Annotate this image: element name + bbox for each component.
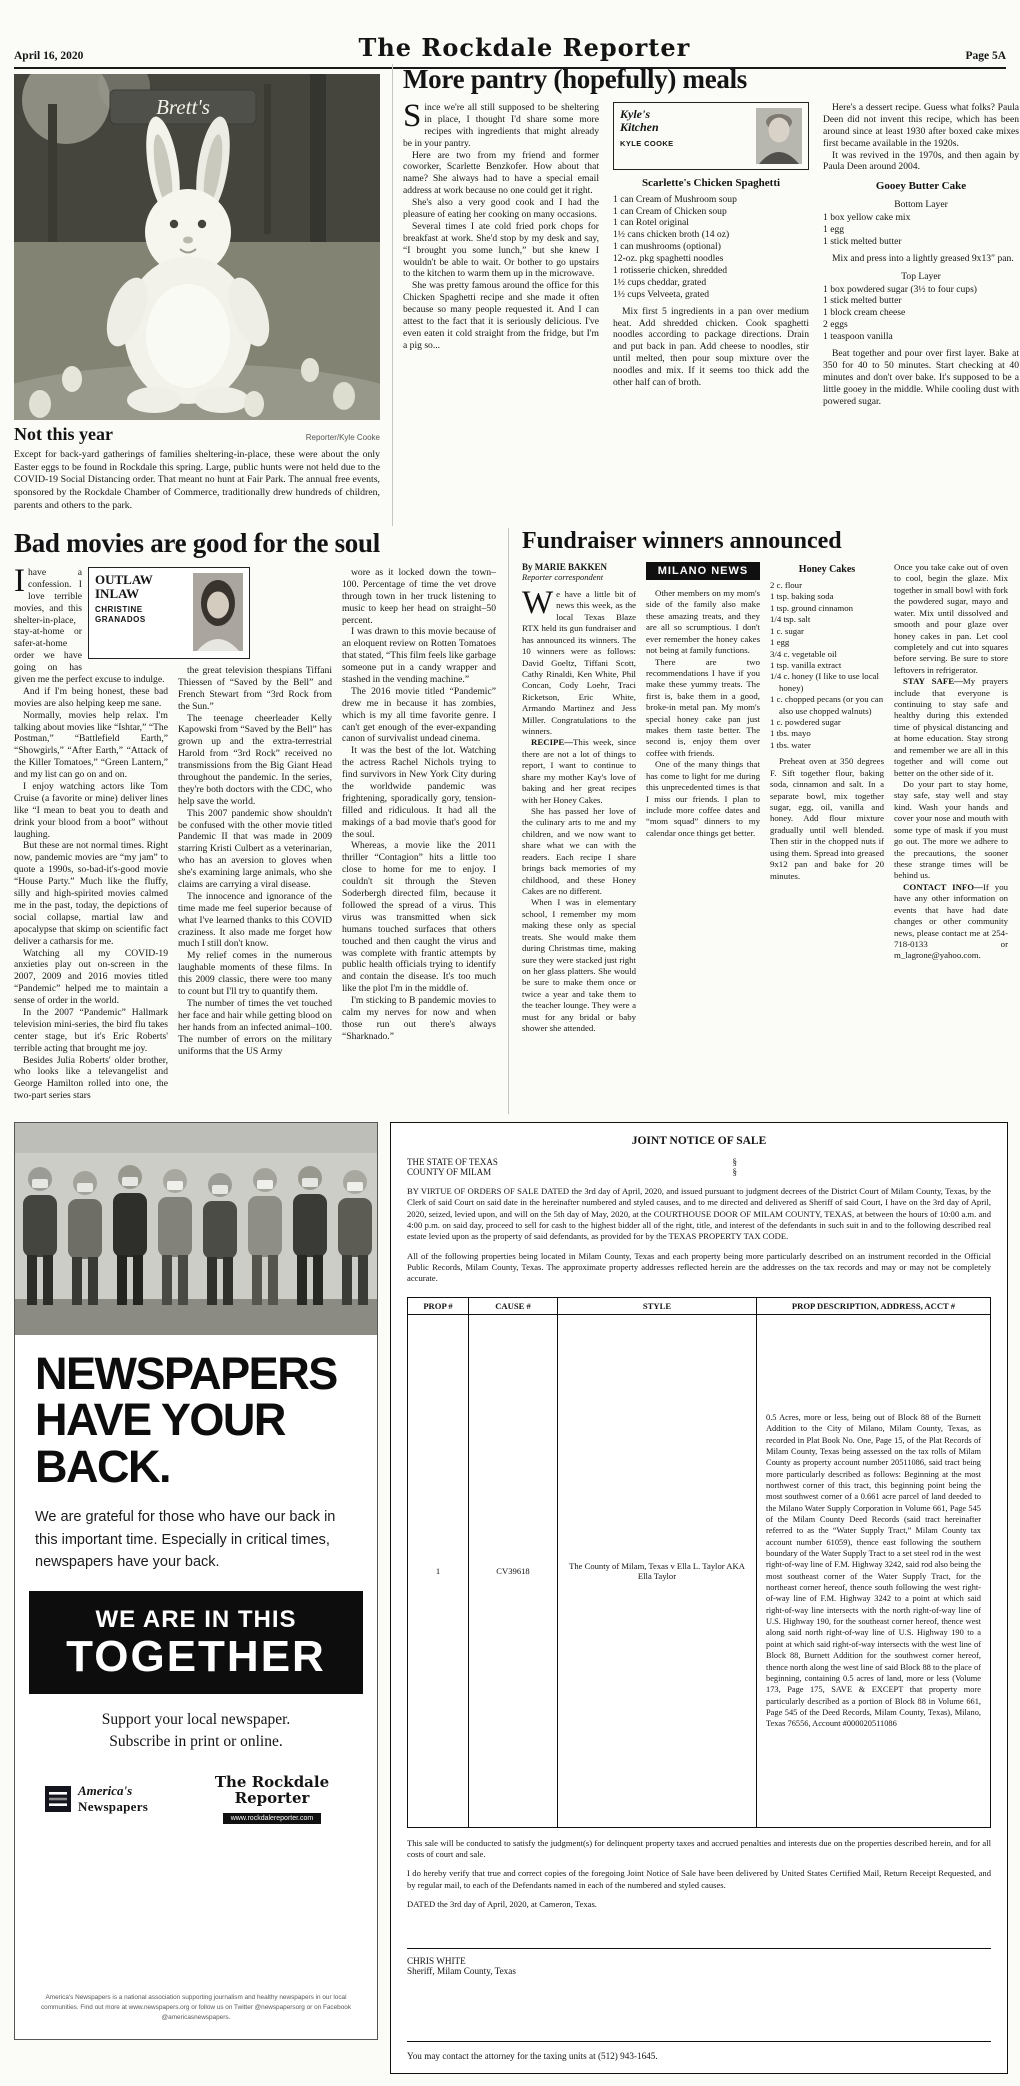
ingredient: 1 c. powdered sugar [770, 717, 841, 728]
ad-fine-print: America's Newspapers is a national association supporting journalism and healthy newspapers in our local communities. Find out more at www.newspapers.org or follow us on Twitter @newspapersorg or on Facebook @americasnewspapers. [40, 1993, 352, 2021]
issue-date: April 16, 2020 [14, 50, 84, 62]
legal-paragraph: This sale will be conducted to satisfy the judgment(s) for delinquent property taxes and accrued penalties and interests due on the properties described herein, and for all costs of court and sale. [407, 1837, 991, 1860]
ingredient: 1 rotisserie chicken, shredded [613, 264, 728, 276]
paragraph: I enjoy watching actors like Tom Cruise (a favorite or mine) deliver lines like “I mean to beat you to death and drink your blood from a boot” without laughing. [14, 781, 168, 840]
recipe-title: Scarlette's Chicken Spaghetti [641, 177, 781, 189]
ingredient: 1 can mushrooms (optional) [613, 241, 721, 253]
paragraph: Here's a dessert recipe. Guess what folks? Paula Deen did not invent this recipe, which has been around since at least 1930 after boxed cake mixes first became available in the 1920s. [823, 102, 1019, 149]
milano-news-tag: MILANO NEWS [646, 562, 760, 580]
table-row [408, 1314, 991, 1827]
ingredient: 12-oz. pkg spaghetti noodles [613, 253, 724, 265]
recipe-method: Preheat oven at 350 degrees F. Sift together flour, baking soda, cinnamon and salt. In a separate bowl, mix together sugar, egg, oil, vanilla and honey. Add flour mixture gradually until well blended. Then stir in the chopped nuts if using them. Spread into greased 9x12 pan and bake for 20 minutes. [770, 756, 884, 881]
christine-granados-headshot [193, 573, 243, 651]
paragraph: Watching all my COVID-19 anxieties play out on-screen in the 2007, 2009 and 2016 movies titled “Pandemic” helped me to maintain a sense of order in the world. [14, 947, 168, 1007]
pantry-column-3 [823, 102, 1019, 526]
ingredient: 1 tsp. baking soda [770, 591, 834, 602]
recipe2-top-ingredients [823, 284, 1019, 343]
ingredient: 1 block cream cheese [823, 307, 906, 319]
ingredient: 1 tsp. vanilla extract [770, 659, 842, 670]
paragraph: Whereas, a movie like the 2011 thriller “Contagion” hits a little too close to home for me to enjoy. I couldn't sit through the Steven Soderbergh directed film, because it followed the spread of a virus. This virus was transmitted when sick humans touched surfaces that others touched and then caught the virus and was complete with frantic attempts by public health officials trying to identify and contain the disease. It's too much like the plot I'm in the middle of. [342, 840, 496, 995]
pantry-column-1 [403, 102, 599, 526]
section-symbol: § [732, 1167, 737, 1177]
ad-body-text: We are grateful for those who have our back in this important time. Especially in critical times, newspapers have your back. [35, 1509, 336, 1570]
ingredient: 1 tsp. ground cinnamon [770, 602, 854, 613]
cause-number-cell: CV39618 [469, 1314, 558, 1827]
dropcap: W [522, 585, 554, 621]
kitchen-box-title: Kyle's Kitchen [620, 107, 659, 135]
ingredient: 1½ cups Velveeta, grated [613, 288, 709, 300]
ad-people-scene [15, 1123, 377, 1335]
paragraph: STAY SAFE—My prayers include that everyone is continuing to stay safe and healthy during this extended time of physical distancing and at home education. Stay strong and remember we are all in this together and will come out better on the other side of it. [894, 676, 1008, 778]
ingredient: 1 stick melted butter [823, 235, 902, 247]
ingredient: 1 stick melted butter [823, 295, 902, 307]
paragraph: She was pretty famous around the office for this Chicken Spaghetti recipe and she made it often because so many people requested it. And I can attest to the fact that it is seriously delicious. I've even eaten it cold straight from the fridge, but I'm a pig so... [403, 280, 599, 351]
pantry-column-2 [613, 102, 809, 526]
recipe-method: Beat together and pour over first layer. Bake at 350 for 40 to 50 minutes. Start checking at 40 minutes and don't over bake. It's supposed to be a little gooey in the middle. While cooling dust with powered sugar. [823, 348, 1019, 407]
paragraph: Once you take cake out of oven to cool, begin the glaze. Mix together in small bowl with fork the powdered sugar, mayo and water. Mix until dissolved and smooth and pour glaze over honey cakes in pan. Let cool completely and cut into squares before serving. Be sure to store leftovers in refrigerator. [894, 562, 1008, 675]
sheriff-title: Sheriff, Milam County, Texas [407, 1966, 516, 1977]
paragraph: The number of times the vet touched her face and hair while getting blood on her hands from an infected animal–100. The number of errors on the military uniforms that the US Army [178, 997, 332, 1057]
paragraph: In the 2007 “Pandemic” Hallmark television mini-series, the bird flu takes center stage, but it's Eric Roberts' terrible acting that brought me joy. [14, 1006, 168, 1054]
fundraiser-col1-text [522, 806, 636, 1034]
paragraph: I was drawn to this movie because of an eloquent review on Rotten Tomatoes that stated, “This film feels like garbage someone put in a candy wrapper and stashed in the vending machine.” [342, 626, 496, 686]
newspaper-support-ad [14, 1122, 378, 2040]
ingredient: 1 can Cream of Mushroom soup [613, 193, 737, 205]
ingredient: 1 box powdered sugar (3½ to four cups) [823, 283, 977, 295]
paragraph: My relief comes in the numerous laughable moments of these films. In this 2009 classic, there were too many to count but I'll try to quantify them. [178, 950, 332, 998]
photo-credit: Reporter/Kyle Cooke [305, 433, 380, 442]
fundraiser-col2-text [646, 588, 760, 839]
easter-photo-scene [14, 74, 380, 420]
fundraiser-body [522, 562, 1008, 1114]
pantry-col3-text [823, 102, 1019, 173]
paragraph: We have a little bit of news this week, as the local Texas Blaze RTX held its gun fundraiser and has announced its winners. The 10 winners were as follows: David Goeltz, Tiffani Scott, Cathy Rinaldi, Ken White, Phil Concan, Cody Loehr, Traci Ricketson, Eric White, Armando Martinez and Jess Miller. Congratulations to the winners. [522, 585, 636, 737]
ad-together-banner: WE ARE IN THIS TOGETHER [29, 1591, 363, 1693]
paragraph: CONTACT INFO—If you have any other information on events that have had date changes or other community news, please contact me at 254-718-0133 or m_lagrone@yahoo.com. [894, 881, 1008, 961]
fundraiser-headline: Fundraiser winners announced [522, 528, 842, 554]
columnist-box [88, 567, 250, 659]
state-county-block [407, 1157, 991, 1177]
paragraph: RECIPE—This week, since there are not a lot of things to report, I want to continue to share my mother Kay's love of baking and her great recipes with her Honey Cakes. [522, 737, 636, 805]
ad-headline: NEWSPAPERS HAVE YOUR BACK. [35, 1348, 337, 1492]
paragraph: The 2016 movie titled “Pandemic” drew me in because it has zombies, which is my all time favorite genre. I can't get enough of the ever-expanding canon of survivalist undead cinema. [342, 685, 496, 745]
columnist-name: CHRISTINE GRANADOS [95, 605, 146, 625]
paragraph: Normally, movies help relax. I'm talking about movies like “Ishtar,” “The Postman,” “Battlefield Earth,” “Showgirls,” “After Earth,” “Attack of the Killer Tomatoes,” “Green Lantern,” and my list can go on and on. [14, 709, 168, 781]
ingredient: 2 c. flour [770, 580, 803, 590]
page-header [14, 18, 1006, 69]
ingredient: 1/4 tsp. salt [770, 614, 811, 625]
paragraph: She has passed her love of the culinary arts to me and my children, and we now want to share what we can with the readers. Each recipe I share brings back memories of my childhood, and these Honey Cakes are no different. [522, 806, 636, 896]
recipe-part-label: Bottom Layer [894, 198, 948, 210]
column-header: PROP DESCRIPTION, ADDRESS, ACCT # [757, 1297, 991, 1314]
ingredient: 1 egg [770, 637, 790, 648]
paragraph: This 2007 pandemic show shouldn't be confused with the other movie titled Pandemic II that was made in 2009 starring Kristi Culbert as a veterinarian, who has an aversion to gloves when she's examining large animals, who she claims are carrying a viral disease. [178, 807, 332, 891]
paragraph: Ihave a confession. I love terrible movies, and this shelter-in-place, stay-at-home or safer-at-home order we have going on has given me the perfect excuse to indulge. [14, 567, 165, 686]
legal-paragraph: All of the following properties being located in Milam County, Texas and each property being more particularly described on an instrument recorded in the Official Public Records, Milam County, Texas. The approximate property addresses reflected herein are the addresses on the tax records and may or may not be completely accurate. [407, 1250, 991, 1284]
case-style-cell: The County of Milam, Texas v Ella L. Taylor AKA Ella Taylor [558, 1314, 757, 1827]
fundraiser-column-4 [894, 562, 1008, 1114]
legal-dated-line: DATED the 3rd day of April, 2020, at Cameron, Texas. [407, 1899, 597, 1910]
masthead-title: The Rockdale Reporter [358, 33, 691, 62]
recipe-method: Mix first 5 ingredients in a pan over medium heat. Add shredded chicken. Cook spaghetti noodles according to package directions. Drain and put back in pan. Add cheese to noodles, stir until melted, then pour soup mixture over the noodles and mix. If it seems too thick add the other half can of broth. [613, 305, 809, 388]
signature-rule [407, 1948, 991, 1949]
honey-cakes-ingredients [770, 580, 884, 751]
paragraph: When I was in elementary school, I remember my mom making these only as special treats. She would make them during Christmas time, making sure they were stacked just right on her glass platters. She would be sure to make them once or twice a year and take them to the teacher lounge. They were a must for any bridal or baby shower she attended. [522, 897, 636, 1034]
honey-cakes-title: Honey Cakes [798, 564, 856, 575]
paragraph: Besides Julia Roberts' older brother, who looks like a televangelist and George Hamilton rolled into one, the two-part series stars [14, 1054, 168, 1102]
ingredient: 2 eggs [823, 319, 848, 331]
recipe1-ingredients [613, 194, 809, 301]
section-symbol: § [732, 1157, 737, 1167]
photo-headline: Not this year [14, 424, 113, 444]
ingredient: 1 teaspoon vanilla [823, 331, 893, 343]
kyles-kitchen-box [613, 102, 809, 170]
columnist-box-text [95, 573, 153, 653]
paragraph: The teenage cheerleader Kelly Kapowski from “Saved by the Bell” has grown up and the extra-terrestrial Harold from “3rd Rock” received no transmissions from the Big Giant Head throughout the pandemic. In the series, they're both doctors with the CDC, who help save the world. [178, 712, 332, 807]
paragraph: Several times I ate cold fried pork chops for breakfast at work. She'd stop by my desk and say, “I brought you some lunch,” but she knew I wouldn't be able to wait. Or bother to go upstairs to the kitchen to warm them up in the microwave. [403, 220, 599, 280]
paragraph: It was revived in the 1970s, and then again by Paula Deen around 2004. [823, 149, 1019, 173]
paragraph: And if I'm being honest, these bad movies are also helping keep me sane. [14, 685, 168, 709]
byline: By MARIE BAKKEN [522, 562, 608, 572]
legal-footer: You may contact the attorney for the taxing units at (512) 943-1645. [407, 2041, 991, 2061]
americas-newspapers-icon [45, 1786, 71, 1812]
paragraph: I'm sticking to B pandemic movies to calm my nerves for now and when those run out there's always “Sharknado.” [342, 995, 496, 1042]
easter-photo-story [14, 74, 380, 513]
paragraph: the great television thespians Tiffani Thiessen of “Saved by the Bell” and French Stewart from “3rd Rock from the Sun.” [178, 665, 332, 712]
fundraiser-column-2 [646, 562, 760, 1114]
column-header: STYLE [558, 1297, 757, 1314]
ingredient: 1 c. chopped pecans (or you can also use chopped walnuts) [770, 694, 884, 716]
ingredient: 1/4 c. honey (I like to use local honey) [770, 671, 879, 693]
ingredient: 1 egg [823, 223, 845, 235]
ingredient: 1 tbs. water [770, 739, 811, 750]
photo-caption: Except for back-yard gatherings of families sheltering-in-place, these were about the only Easter eggs to be found in Rockdale this spring. Large, public hunts were not held due to the COVID-19 Social Distancing order. That meant no hunt at Fair Park. The annual free events, sponsored by the Rockdale Chamber of Commerce, traditionally drew hundreds of children, parents and others to the park. [14, 449, 380, 511]
property-description-cell: 0.5 Acres, more or less, being out of Block 88 of the Burnett Addition to the City of Milano, Milam County, Texas, as recorded in Plat Book No. One, Page 15, of the Plat Records of Milam County, Texas being assessed on the tax rolls of Milam County as property account number 20511086, said tract being more particularly described as follows: Beginning at the most northwest corner of this tract, this beginning point being the most southwest corner of a 0.661 acre parcel of land deeded to the Milano Water Supply Corporation in Volume 661, Page 545 of the Milam County Deed Records (said tract hereinafter referred to as the “Water Supply Tract,” Milam County tax account number 61059), thence east following the southern boundary of the Water Supply Tract to a set steel rod in the west right-of-way line of F.M. Highway 3242, said rod also being the most southeast corner of the Water Supply Tract, for the northeast corner hereof, thence south following the west right-of-way line of F.M. Highway 3242 to a point at which said right-of-way line intersects with the north right-of-way line of U.S. Highway 190, for the southeast corner hereof, thence west along said north right-of-way line of U.S. Highway 190 to a point at which said right-of-way intersects with the west line of Block 88, Burnett Addition for the southwest corner hereof, thence north along the west line of said Block 88 to the place of beginning, containing 0.5 acres of land, more or less (Volume 173, Page 175, SAVE & EXCEPT that property more particularly described as a portion of Block 88 in Volume 661, Page 545 of the Deed Records, Milam County, Texas), Milano, Texas 76556, Account #000020511086 [757, 1314, 991, 1827]
pantry-headline: More pantry (hopefully) meals [403, 64, 748, 94]
ingredient: 1½ cans chicken broth (14 oz) [613, 229, 730, 241]
kitchen-box-author: KYLE COOKE [620, 139, 674, 149]
bad-movies-article [14, 528, 498, 1115]
bad-movies-headline: Bad movies are good for the soul [14, 528, 380, 558]
paragraph: Do your part to stay home, stay safe, stay well and stay kind. Wash your hands and cover your nose and mouth with some type of mask if you must go out. The more we adhere to the precautions, the sooner these strange times will be behind us. [894, 779, 1008, 881]
bad-movies-col1-text [14, 686, 168, 1102]
ingredient: 3/4 c. vegetable oil [770, 648, 837, 659]
county-line: COUNTY OF MILAM [407, 1167, 492, 1177]
ad-support-text: Support your local newspaper. Subscribe in print or online. [101, 1710, 291, 1751]
bad-movies-body [14, 567, 498, 1115]
pantry-article [392, 64, 1019, 526]
ingredient: 1 c. sugar [770, 625, 804, 636]
column-header: CAUSE # [469, 1297, 558, 1314]
fundraiser-article [508, 528, 1008, 1114]
byline-title: Reporter correspondent [522, 572, 604, 582]
rockdale-reporter-logo: The Rockdale Reporter www.rockdalereporter.com [214, 1772, 330, 1822]
column-tag: OUTLAW INLAW [95, 572, 153, 601]
paragraph: wore as it locked down the town–100. Percentage of time the vet drove through town in her truck listening to music to keep her head on straight–50 percent. [342, 567, 496, 626]
ingredient: 1½ cups cheddar, grated [613, 276, 707, 288]
legal-paragraph: I do hereby verify that true and correct copies of the foregoing Joint Notice of Sale have been delivered by United States Certified Mail, Return Receipt Requested, and by regular mail, to each of the Defendants named in each of the numbered and styled causes. [407, 1868, 991, 1890]
table-header-row [408, 1297, 991, 1314]
reporter-website: www.rockdalereporter.com [223, 1813, 321, 1824]
column-header: PROP # [408, 1297, 469, 1314]
paragraph: The innocence and ignorance of the time made me feel superior because of what I've learned thanks to this COVID craziness. It also made me forget how much I still don't know. [178, 890, 332, 950]
bad-movies-column-3 [342, 567, 496, 1115]
pantry-col1-text [403, 150, 599, 352]
pantry-columns [403, 102, 1019, 526]
photo-caption-row [14, 424, 380, 445]
americas-newspapers-logo [45, 1783, 148, 1815]
paragraph: But these are not normal times. Right now, pandemic movies are “my jam” to quote a 1990s, so-bad-it's-good movie “House Party.” Much like the fluffy, silly and high-spirited movies calmed me in the past, today, the depictions of social collapse, martial law and apocalypse that skimp on scientific fact deliver a catharsis for me. [14, 840, 168, 947]
banner-text: Brett's [156, 95, 210, 119]
joint-notice-of-sale [390, 1122, 1008, 2074]
recipe-title: Gooey Butter Cake [875, 180, 967, 193]
ingredient: 1 can Rotel original [613, 217, 689, 229]
fundraiser-column-1 [522, 562, 636, 1114]
page-number: Page 5A [965, 50, 1006, 62]
ad-logo-row [15, 1754, 377, 1825]
ingredient: 1 tbs. mayo [770, 728, 811, 739]
easter-bunny-photo [14, 74, 380, 420]
paragraph: Other members on my mom's side of the family also make these amazing treats, and they are all so scrumptious. I don't ever remember the honey cakes not being at family functions. [646, 588, 760, 656]
kitchen-box-text [620, 108, 674, 164]
paragraph: Here are two from my friend and former coworker, Scarlette Benzkofer. How about that name? She always had to have a special email address at work because no one could get it right. [403, 149, 599, 197]
kyle-cooke-headshot [756, 108, 802, 164]
paragraph: There are two recommendations I have if you make these yummy treats. The first is, bake them in a good, broke-in metal pan. My mom's special honey cake pan just makes them taste better. The second is, enjoy them over coffee with friends. [646, 656, 760, 758]
paragraph: It was the best of the lot. Watching the actress Rachel Nichols trying to find survivors in New York City during the worldwide pandemic was frightening, sporadically gory, tension-filled and ridiculous. It had all the makings of a bad movie that's good for the soul. [342, 745, 496, 840]
legal-title: JOINT NOTICE OF SALE [631, 1135, 767, 1147]
paragraph: One of the many things that has come to light for me during this unprecedented times is that I miss our friends. I plan to include more coffee dates and “mom squad” dinners to my calendar once things get better. [646, 759, 760, 838]
prop-number-cell: 1 [408, 1314, 469, 1827]
recipe-part-label: Top Layer [901, 270, 941, 282]
fundraiser-column-3 [770, 562, 884, 1114]
ad-people-photo [15, 1123, 377, 1335]
ingredient: 1 can Cream of Chicken soup [613, 205, 727, 217]
bad-movies-col3-text [342, 567, 496, 1043]
recipe2-bottom-ingredients [823, 212, 1019, 248]
dropcap: I [14, 567, 25, 599]
paragraph: She's also a very good cook and I had the pleasure of eating her cooking on many occasions. [403, 197, 599, 221]
dropcap: S [403, 102, 422, 134]
sheriff-name: CHRIS WHITE [407, 1956, 466, 1967]
paragraph: Since we're all still supposed to be sheltering in place, I thought I'd share some more recipes with ingredients that might already be in your pantry. [403, 102, 599, 149]
recipe-method: Mix and press into a lightly greased 9x13″ pan. [832, 252, 1014, 264]
bad-movies-col2-text [178, 665, 332, 1057]
americas-newspapers-text: America's Newspapers [78, 1783, 149, 1815]
state-line: THE STATE OF TEXAS [407, 1157, 498, 1167]
property-table [407, 1297, 991, 1828]
legal-paragraph: BY VIRTUE OF ORDERS OF SALE DATED the 3rd day of April, 2020, and issued pursuant to judgment decrees of the District Court of Milam County, Texas, by the Clerk of said Court on said date in the hereinafter numbered and styled causes, and to me directed and delivered as Sheriff of said Court, I have on the 3rd day of April, 2020, seized, levied upon, and will on the 5th day of May, 2020, at the COURTHOUSE DOOR OF MILAM COUNTY, TEXAS, at between the hours of 10:00 a.m. and 4:00 p.m. on said day, proceed to sell for cash to the highest bidder all of the right, title, and interest of the defendants in such suit in and to the following described real estate levied upon as the property of said defendants, as provided for by the TEXAS PROPERTY TAX CODE. [407, 1186, 991, 1242]
ingredient: 1 box yellow cake mix [823, 211, 911, 223]
